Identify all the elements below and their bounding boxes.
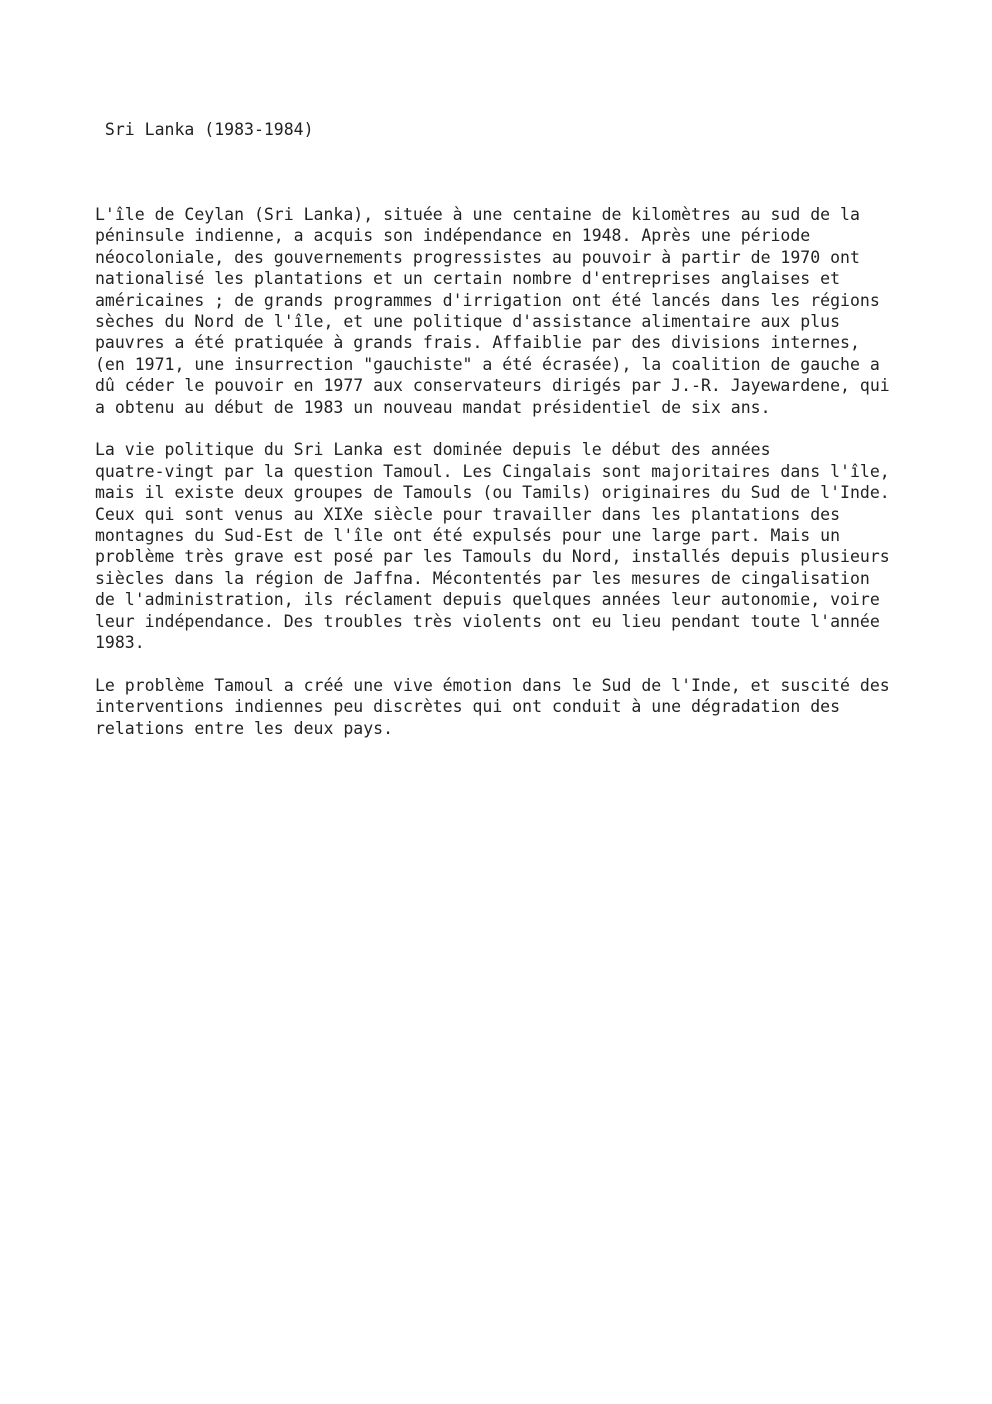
- text-line: Le problème Tamoul a créé une vive émotion dans le Sud de l'Inde, et suscité des: [95, 675, 890, 695]
- text-line: 1983.: [95, 633, 145, 653]
- text-line: quatre-vingt par la question Tamoul. Les Cingalais sont majoritaires dans l'île,: [95, 461, 890, 481]
- text-line: leur indépendance. Des troubles très violents ont eu lieu pendant toute l'année: [95, 611, 880, 631]
- document-body: [95, 204, 935, 761]
- text-line: interventions indiennes peu discrètes qui ont conduit à une dégradation des: [95, 697, 841, 717]
- text-line: américaines ; de grands programmes d'irrigation ont été lancés dans les régions: [95, 290, 880, 310]
- paragraph-2: [95, 439, 935, 653]
- text-line: pauvres a été pratiquée à grands frais. Affaiblie par des divisions internes,: [95, 333, 860, 353]
- paragraph-1: [95, 204, 935, 418]
- text-line: siècles dans la région de Jaffna. Mécontentés par les mesures de cingalisation: [95, 568, 870, 588]
- text-line: (en 1971, une insurrection "gauchiste" a été écrasée), la coalition de gauche a: [95, 354, 880, 374]
- text-line: dû céder le pouvoir en 1977 aux conservateurs dirigés par J.-R. Jayewardene, qui: [95, 376, 890, 396]
- text-line: néocoloniale, des gouvernements progressistes au pouvoir à partir de 1970 ont: [95, 247, 860, 267]
- text-line: mais il existe deux groupes de Tamouls (ou Tamils) originaires du Sud de l'Inde.: [95, 483, 890, 503]
- text-line: problème très grave est posé par les Tamouls du Nord, installés depuis plusieurs: [95, 547, 890, 567]
- document-title: Sri Lanka (1983-1984): [95, 120, 314, 139]
- text-line: de l'administration, ils réclament depuis quelques années leur autonomie, voire: [95, 590, 880, 610]
- text-line: Ceux qui sont venus au XIXe siècle pour travailler dans les plantations des: [95, 504, 841, 524]
- text-line: relations entre les deux pays.: [95, 718, 394, 738]
- text-line: La vie politique du Sri Lanka est dominée depuis le début des années: [95, 440, 771, 460]
- text-line: sèches du Nord de l'île, et une politique d'assistance alimentaire aux plus: [95, 312, 841, 332]
- text-line: a obtenu au début de 1983 un nouveau mandat présidentiel de six ans.: [95, 397, 771, 417]
- paragraph-3: [95, 675, 935, 739]
- text-line: L'île de Ceylan (Sri Lanka), située à une centaine de kilomètres au sud de la: [95, 205, 860, 224]
- text-line: nationalisé les plantations et un certain nombre d'entreprises anglaises et: [95, 269, 841, 289]
- text-line: montagnes du Sud-Est de l'île ont été expulsés pour une large part. Mais un: [95, 526, 841, 546]
- text-line: péninsule indienne, a acquis son indépendance en 1948. Après une période: [95, 226, 811, 246]
